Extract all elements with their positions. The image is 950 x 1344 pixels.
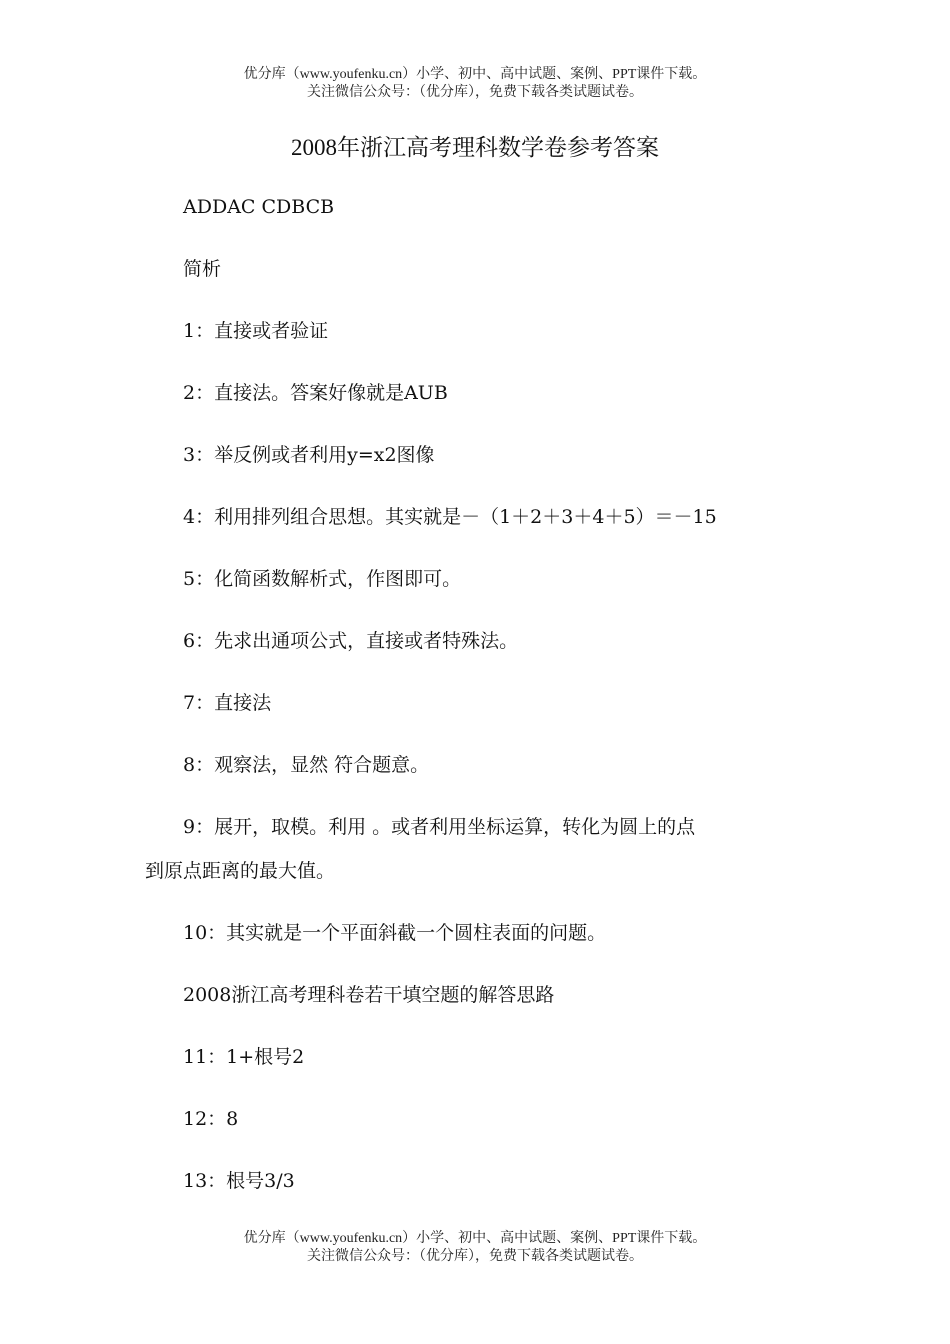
answer-2: 2：直接法。答案好像就是AUB <box>183 382 448 404</box>
answer-6: 6：先求出通项公式，直接或者特殊法。 <box>183 630 519 652</box>
answer-3: 3：举反例或者利用y=x2图像 <box>183 444 435 466</box>
answer-5: 5：化简函数解析式，作图即可。 <box>183 568 462 590</box>
fill-in-heading: 2008浙江高考理科卷若干填空题的解答思路 <box>183 984 555 1006</box>
answer-11: 11：1+根号2 <box>183 1046 305 1068</box>
answer-9-line-2: 到原点距离的最大值。 <box>145 860 336 882</box>
answer-12: 12：8 <box>183 1108 239 1130</box>
answer-10: 10：其实就是一个平面斜截一个圆柱表面的问题。 <box>183 922 607 944</box>
page-header <box>0 66 950 102</box>
answer-9-line-1: 9：展开，取模。利用 。或者利用坐标运算，转化为圆上的点 <box>183 816 696 838</box>
footer-line-1: 优分库（www.youfenku.cn）小学、初中、高中试题、案例、PPT课件下载。 <box>243 1231 707 1246</box>
answer-4: 4：利用排列组合思想。其实就是－（1＋2＋3＋4＋5）＝－15 <box>183 506 717 528</box>
document-title: 2008年浙江高考理科数学卷参考答案 <box>291 135 659 160</box>
page-footer <box>0 1230 950 1266</box>
answer-8: 8：观察法，显然 符合题意。 <box>183 754 430 776</box>
footer-line-2: 关注微信公众号：（优分库），免费下载各类试题试卷。 <box>307 1249 643 1264</box>
answer-13: 13：根号3/3 <box>183 1170 295 1192</box>
analysis-heading: 简析 <box>183 258 222 280</box>
answer-7: 7：直接法 <box>183 692 272 714</box>
answer-key: ADDAC CDBCB <box>183 196 335 218</box>
header-line-1: 优分库（www.youfenku.cn）小学、初中、高中试题、案例、PPT课件下载。 <box>243 67 707 82</box>
header-line-2: 关注微信公众号：（优分库），免费下载各类试题试卷。 <box>307 85 643 100</box>
answer-1: 1：直接或者验证 <box>183 320 329 342</box>
